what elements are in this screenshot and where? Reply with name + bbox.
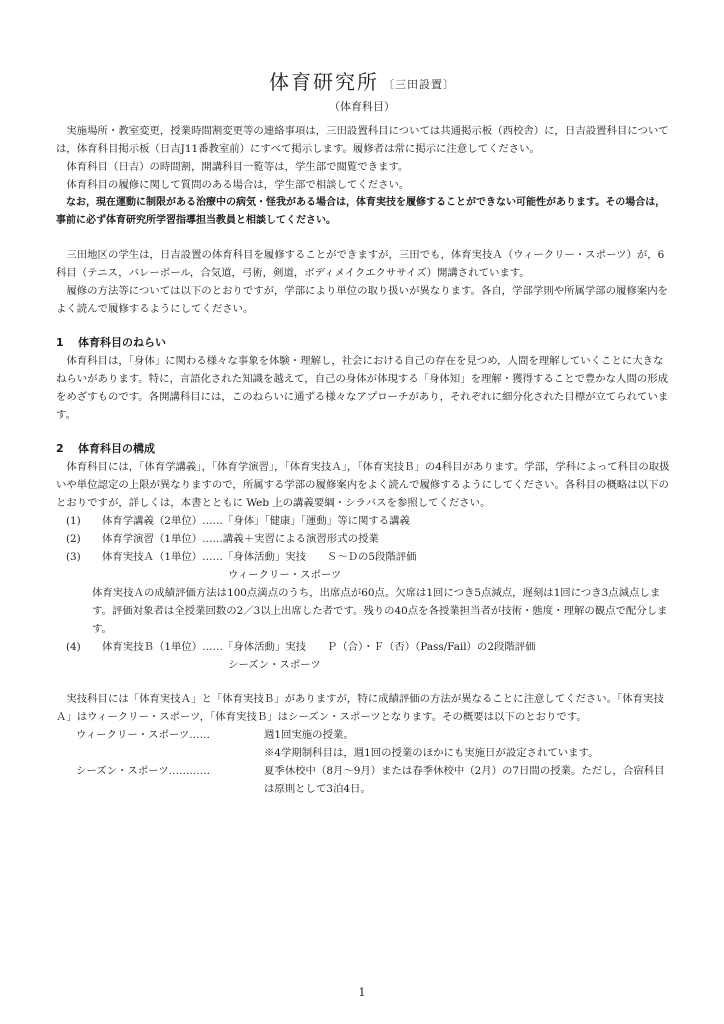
title-row (0, 66, 724, 95)
section-1-body: 体育科目は，「身体」に関わる様々な事象を体験・理解し，社会における自己の存在を見つめ，人間を理解していくことに大きなねらいがあります。特に，言語化された知識を越えて，自己の身体が体現する「身体知」を理解・獲得することで豊かな人間の形成をめざすものです。各開講科目には，このねらいに通ずる様々なアプローチがあり，それぞれに細分化された目標が立てられています。 (56, 355, 669, 421)
section-2-title: 体育科目の構成 (78, 442, 155, 455)
section-2-body: 体育科目には，「体育学講義」，「体育学演習」，「体育実技Ａ」，「体育実技Ｂ」の4科目があります。学部，学科によって科目の取扱いや単位認定の上限が異なりますので，所属する学部の履修案内をよく読んで履修するようにしてください。各科目の概略は以下のとおりですが，詳しくは，本書とともに Web 上の講義要綱・シラバスを参照してください。 (56, 461, 670, 509)
intro-paragraph-2: 体育科目（日吉）の時間割，開講科目一覧等は，学生部で閲覧できます。 (66, 161, 409, 173)
section-2-heading (56, 440, 672, 458)
page-title: 体育研究所 (269, 70, 379, 94)
intro-paragraph-3: 体育科目の履修に関して質問のある場合は，学生部で相談してください。 (66, 179, 410, 191)
title-location: 〔三田設置〕 (383, 78, 455, 91)
list-item-text: 体育学演習（1単位）……講義＋実習による演習形式の授業 (102, 533, 379, 545)
list-item-text: 体育学講義（2単位）……「身体」「健康」「運動」等に関する講義 (102, 515, 410, 527)
grading-note: 体育実技Ａの成績評価方法は100点満点のうち，出席点が60点。欠席は1回につき5点減点，遅刻は1回につき3点減点します。評価対象者は全授業回数の2／3以上出席した者です。残りの40点を各授業担当者が技術・態度・理解の観点で配分します。 (92, 587, 668, 635)
weekly-sports-note-row (56, 744, 672, 762)
main-content (56, 122, 672, 798)
intro-paragraph-1: 実施場所・教室変更，授業時間割変更等の連絡事項は，三田設置科目については共通掲示板（西校舎）に，日吉設置科目については，体育科目掲示板（日吉J11番教室前）にすべて掲示します。履修者は常に掲示に注意してください。 (56, 125, 669, 155)
weekly-sports-entry (56, 726, 672, 744)
list-item-marker: (2) (66, 533, 81, 545)
list-item-marker: (1) (66, 515, 81, 527)
list-item (56, 530, 672, 548)
section-1-title: 体育科目のねらい (78, 336, 166, 349)
list-item-marker: (3) (66, 551, 81, 563)
weekly-sports-desc: 週1回実施の授業。 (264, 729, 354, 741)
section-1-number: 1 (56, 336, 64, 349)
season-sports-desc: 夏季休校中（8月～9月）または春季休校中（2月）の7日間の授業。ただし，合宿科目は原則として3泊4日。 (264, 765, 665, 795)
season-sports-entry (56, 762, 672, 798)
health-notice: なお，現在運動に制限がある治療中の病気・怪我がある場合は，体育実技を履修することができない可能性があります。その場合は，事前に必ず体育研究所学習指導担当教員と相談してください。 (56, 197, 666, 226)
page-subtitle: （体育科目） (329, 100, 395, 113)
list-item (56, 512, 672, 530)
mita-paragraph-1: 三田地区の学生は，日吉設置の体育科目を履修することができますが，三田でも，体育実技Ａ（ウィークリー・スポーツ）が，6科目（テニス，バレーボール，合気道，弓術，剣道，ボディメイクエクササイズ）開講されています。 (56, 249, 665, 279)
mita-paragraph-2: 履修の方法等については以下のとおりですが，学部により単位の取り扱いが異なります。各自，学部学則や所属学部の履修案内をよく読んで履修するようにしてください。 (56, 285, 669, 315)
season-sports-term: シーズン・スポーツ………… (76, 765, 211, 777)
subject-list (56, 512, 672, 674)
list-item-subtitle: ウィークリー・スポーツ (228, 569, 342, 581)
list-item (56, 548, 672, 566)
weekly-sports-term: ウィークリー・スポーツ…… (76, 729, 211, 741)
list-item-text: 体育実技Ｂ（1単位）……「身体活動」実技 Ｐ（合）・Ｆ（否）（Pass/Fail）の2段階評価 (102, 641, 536, 653)
title-block (0, 66, 724, 114)
list-item (56, 638, 672, 656)
page-number: 1 (358, 986, 366, 999)
list-item-text: 体育実技Ａ（1単位）……「身体活動」実技 Ｓ～Ｄの5段階評価 (102, 551, 417, 563)
list-item-marker: (4) (66, 641, 81, 653)
practice-intro: 実技科目には「体育実技Ａ」と「体育実技Ｂ」がありますが，特に成績評価の方法が異なることに注意してください。「体育実技Ａ」はウィークリー・スポーツ，「体育実技Ｂ」はシーズン・スポーツとなります。その概要は以下のとおりです。 (56, 693, 664, 723)
weekly-sports-note: ※4学期制科目は，週1回の授業のほかにも実施日が設定されています。 (264, 747, 599, 759)
section-2-number: 2 (56, 442, 64, 455)
section-1-heading (56, 334, 672, 352)
list-item-subtitle: シーズン・スポーツ (228, 659, 321, 671)
